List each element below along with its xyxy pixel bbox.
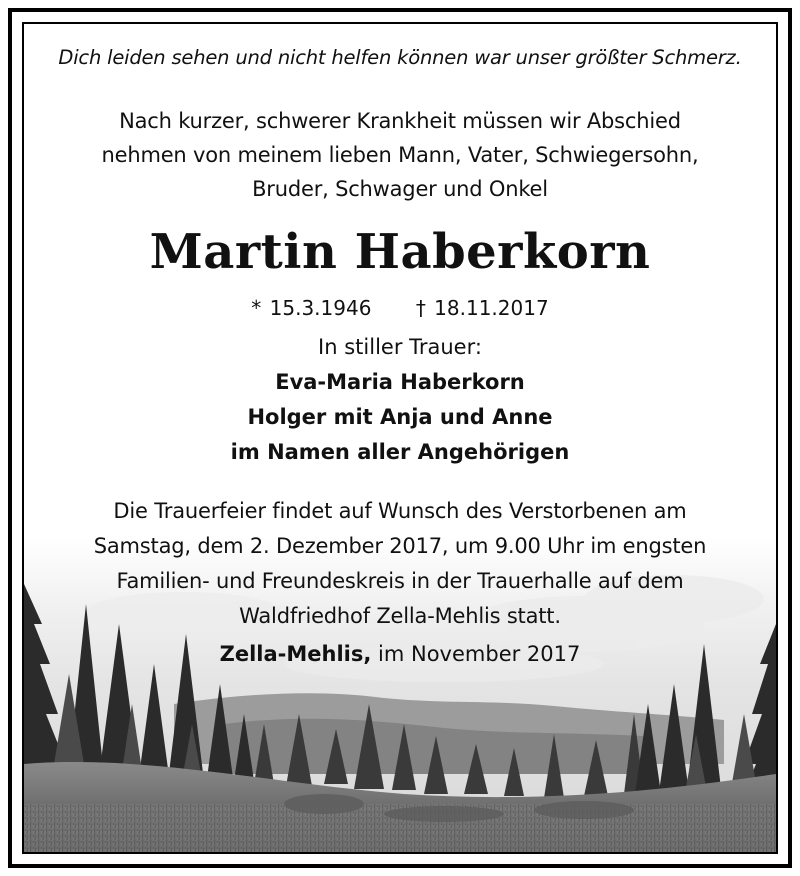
obituary-inner-frame: [22, 22, 778, 854]
place-date: im November 2017: [378, 642, 581, 666]
funeral-line: Waldfriedhof Zella-Mehlis statt.: [239, 604, 561, 628]
mourner-name: Eva-Maria Haberkorn: [275, 370, 525, 394]
motto: Dich leiden sehen und nicht helfen können war unser größter Schmerz.: [58, 46, 742, 69]
death-date: † 18.11.2017: [415, 296, 549, 320]
funeral-line: Die Trauerfeier findet auf Wunsch des Verstorbenen am: [113, 499, 687, 523]
place-city: Zella-Mehlis,: [219, 642, 372, 666]
intro-line: Bruder, Schwager und Onkel: [252, 177, 548, 201]
mourner-name: im Namen aller Angehörigen: [230, 440, 570, 464]
obituary-notice: [8, 8, 792, 868]
mourners-section: [24, 330, 776, 470]
mourner-name: Holger mit Anja und Anne: [247, 405, 553, 429]
intro-line: nehmen von meinem lieben Mann, Vater, Schwiegersohn,: [101, 143, 699, 167]
funeral-line: Samstag, dem 2. Dezember 2017, um 9.00 Uhr im engsten: [93, 534, 707, 558]
mourning-heading: In stiller Trauer:: [318, 335, 482, 359]
place-and-date: [24, 642, 776, 666]
funeral-info: [24, 494, 776, 634]
life-dates: [24, 296, 776, 320]
intro-line: Nach kurzer, schwerer Krankheit müssen wir Abschied: [119, 109, 681, 133]
birth-date: * 15.3.1946: [251, 296, 372, 320]
deceased-name: Martin Haberkorn: [149, 224, 651, 280]
intro-paragraph: [24, 104, 776, 206]
funeral-line: Familien- und Freundeskreis in der Trauerhalle auf dem: [116, 569, 684, 593]
